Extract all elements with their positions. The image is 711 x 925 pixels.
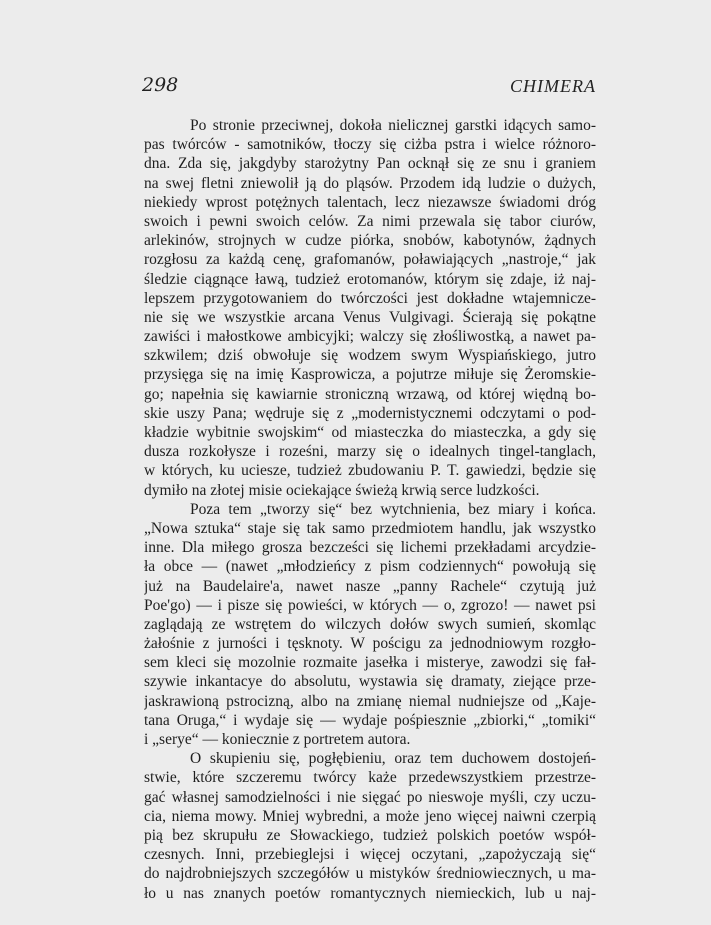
text-line: dusza rozkołysze i roześni, marzy się o idealnych tingel-tanglach,	[144, 443, 596, 461]
text-line: jaskrawioną pstrocizną, albo na zmianę niemal nudniejsze od „Kaje-	[144, 692, 596, 710]
text-line: i „serye“ — koniecznie z portretem autora.	[144, 731, 411, 748]
page-number: 298	[142, 74, 179, 96]
text-line: żałośnie z jurności i tęsknoty. W pościgu za jednodniowym rozgło-	[144, 635, 596, 653]
text-line: zaglądają ze wstrętem do wilczych dołów swych sumień, skomląc	[144, 615, 596, 633]
text-line: lepszem przygotowaniem do twórczości jest dokładne wtajemnicze-	[144, 289, 596, 307]
text-line: szywie inkantacye do absolutu, wystawia się dramaty, ziejące prze-	[144, 673, 596, 691]
journal-title: CHIMERA	[510, 76, 596, 96]
text-line: pią bez skrupułu ze Słowackiego, tudzież polskich poetów współ-	[144, 826, 596, 844]
text-line: stwie, które szczeremu twórcy każe przedewszystkiem przestrze-	[144, 769, 596, 787]
text-line: przysięga się na imię Kasprowicza, a pojutrze miłuje się Żeromskie-	[144, 366, 596, 384]
text-line: pas twórców - samotników, tłoczy się ciżba pstra i wielce różnoro-	[144, 136, 596, 154]
text-line: skie uszy Pana; wędruje się z „modernistycznemi odczytami o pod-	[144, 404, 596, 422]
text-line: ło u nas znanych poetów romantycznych niemieckich, lub u naj-	[144, 884, 596, 902]
text-line: sem kleci się mozolnie rozmaite jasełka i misterye, zawodzi się fał-	[144, 654, 596, 672]
text-line: czesnych. Inni, przebieglejsi i więcej oczytani, „zapożyczają się“	[144, 846, 596, 864]
text-line: Poe'go) — i pisze się powieści, w których — o, zgrozo! — nawet psi	[144, 596, 596, 614]
text-line: gać własnej samodzielności i nie sięgać po nieswoje myśli, czy uczu-	[144, 788, 596, 806]
text-line: rozgłosu za każdą cenę, grafomanów, poławiających „nastroje,“ jak	[144, 251, 596, 269]
text-line: go; napełnia się kawiarnie stroniczną wrzawą, od której więdną bo-	[144, 385, 596, 403]
running-head	[142, 74, 596, 102]
text-line: do najdrobniejszych szczegółów u mistyków średniowiecznych, u ma-	[144, 865, 596, 883]
text-line: w których, ku uciesze, tudzież zbudowaniu P. T. gawiedzi, będzie się	[144, 462, 596, 480]
text-line: na swej fletni zniewolił ją do pląsów. Przodem idą ludzie o dużych,	[144, 174, 596, 192]
text-line: „Nowa sztuka“ staje się tak samo przedmiotem handlu, jak wszystko	[144, 519, 596, 537]
text-line: arlekinów, strojnych w cudze piórka, snobów, kabotynów, żądnych	[144, 232, 596, 250]
text-line: szkwilem; dziś obwołuje się wodzem swym Wyspiańskiego, jutro	[144, 347, 596, 365]
text-line: śledzie ciągnące ławą, tudzież erotomanów, którym się zdaje, iż naj-	[144, 270, 596, 288]
text-line: Po stronie przeciwnej, dokoła nielicznej garstki idących samo-	[190, 117, 596, 134]
text-line: kładzie wybitnie swojskim“ od miasteczka do miasteczka, a gdy się	[144, 424, 596, 441]
text-line: Poza tem „tworzy się“ bez wytchnienia, bez miary i końca.	[190, 500, 596, 518]
text-line: niekiedy wprost potężnych talentach, lecz niezawsze świadomi dróg	[144, 193, 596, 211]
text-line: swoich i pewni swoich celów. Za nimi przewala się tabor ciurów,	[144, 212, 596, 230]
body-text	[144, 116, 596, 903]
text-line: zawiści i małostkowe ambicyjki; walczy się złośliwostką, a nawet pa-	[144, 328, 596, 346]
text-line: dna. Zda się, jakgdyby starożytny Pan ocknął się ze snu i graniem	[144, 155, 596, 173]
text-line: już na Baudelaire'a, nawet nasze „panny Rachele“ czytują już	[144, 577, 596, 595]
text-line: tana Oruga,“ i wydaje się — wydaje pośpiesznie „zbiorki,“ „tomiki“	[144, 711, 596, 729]
text-line: inne. Dla miłego grosza bezcześci się lichemi przekładami arcydzie-	[144, 539, 596, 557]
text-line: nie się we wszystkie arcana Venus Vulgivagi. Ścierają się pokątne	[144, 308, 596, 326]
text-line: O skupieniu się, pogłębieniu, oraz tem duchowem dostojeń-	[190, 750, 596, 768]
text-line: cia, niema mowy. Mniej wybredni, a może jeno więcej naiwni czerpią	[144, 807, 596, 825]
text-line: ła obce — (nawet „młodzieńcy z pism codziennych“ powołują się	[144, 558, 596, 576]
text-line: dymiło na złotej misie ociekające świeżą krwią serce ludzkości.	[144, 481, 540, 499]
